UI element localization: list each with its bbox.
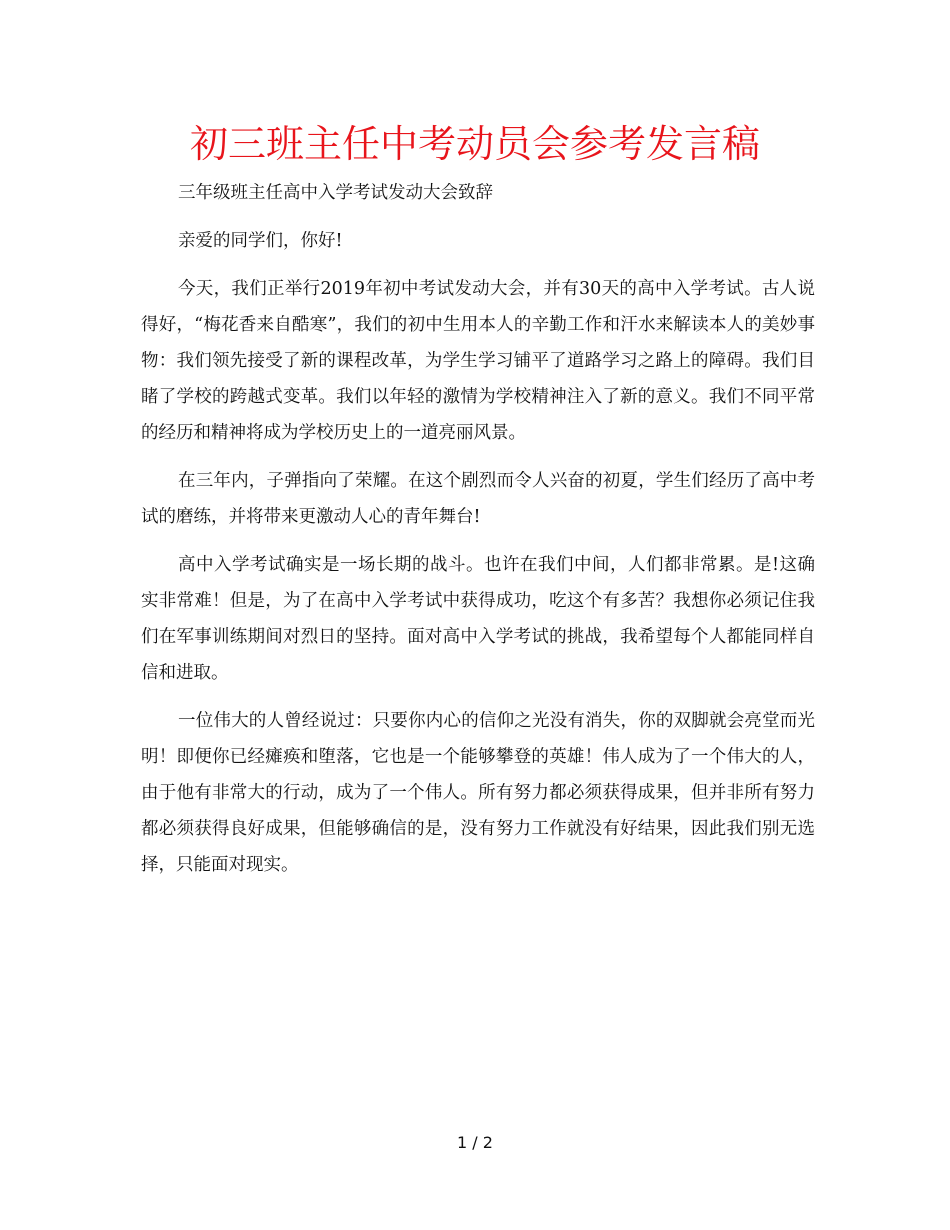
document-body bbox=[141, 175, 815, 895]
paragraph-greeting: 亲爱的同学们，你好! bbox=[178, 231, 343, 251]
paragraph-subtitle: 三年级班主任高中入学考试发动大会致辞 bbox=[178, 183, 493, 203]
paragraph-1: 今天，我们正举行2019年初中考试发动大会，并有30天的高中入学考试。古人说得好，“梅花香来自酷寒”，我们的初中生用本人的辛勤工作和汗水来解读本人的美妙事物：我们领先接受了新的课程改革，为学生学习铺平了道路学习之路上的障碍。我们目睹了学校的跨越式变革。我们以年轻的激情为学校精神注入了新的意义。我们不同平常的经历和精神将成为学校历史上的一道亮丽风景。 bbox=[141, 279, 815, 443]
page-number: 1 / 2 bbox=[457, 1133, 493, 1152]
paragraph-3: 高中入学考试确实是一场长期的战斗。也许在我们中间，人们都非常累。是!这确实非常难！但是，为了在高中入学考试中获得成功，吃这个有多苦？我想你必须记住我们在军事训练期间对烈日的坚持。面对高中入学考试的挑战，我希望每个人都能同样自信和进取。 bbox=[141, 555, 815, 683]
paragraph-4: 一位伟大的人曾经说过：只要你内心的信仰之光没有消失，你的双脚就会亮堂而光明！即便你已经瘫痪和堕落，它也是一个能够攀登的英雄！伟人成为了一个伟大的人，由于他有非常大的行动，成为了一个伟人。所有努力都必须获得成果，但并非所有努力都必须获得良好成果，但能够确信的是，没有努力工作就没有好结果，因此我们别无选择，只能面对现实。 bbox=[141, 711, 815, 875]
paragraph-2: 在三年内，子弹指向了荣耀。在这个剧烈而令人兴奋的初夏，学生们经历了高中考试的磨练，并将带来更激动人心的青年舞台! bbox=[141, 471, 815, 527]
document-title: 初三班主任中考动员会参考发言稿 bbox=[189, 122, 760, 166]
